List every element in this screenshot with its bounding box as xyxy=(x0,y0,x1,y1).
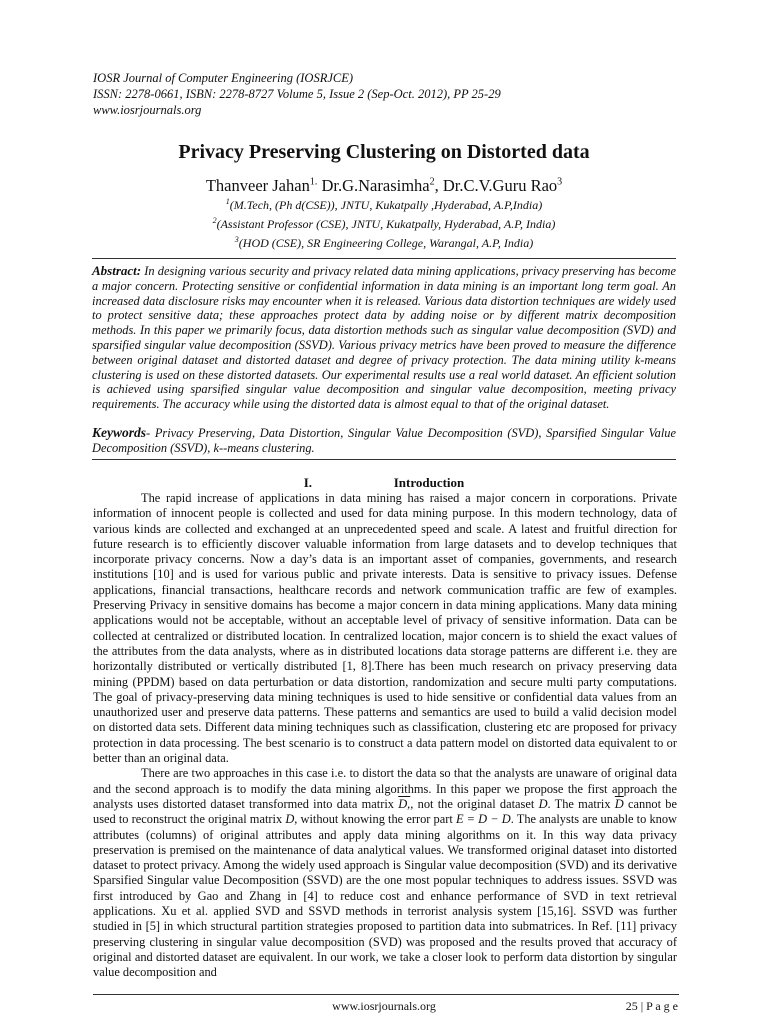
keywords-text: - Privacy Preserving, Data Distortion, Singular Value Decomposition (SVD), Sparsified Singular Value Decomposition (SSVD), k--means clustering. xyxy=(92,426,676,455)
author-name: Dr.C.V.Guru Rao xyxy=(442,176,558,195)
affiliation-text: (Assistant Professor (CSE), JNTU, Kukatpally, Hyderabad, A.P, India) xyxy=(216,217,556,231)
abstract-box xyxy=(92,258,676,460)
affiliation xyxy=(0,194,768,213)
author-mark: 1. xyxy=(309,176,318,188)
section-title: Introduction xyxy=(393,475,465,490)
footer-rule xyxy=(93,994,679,995)
section-number: I. xyxy=(303,475,313,490)
author-mark: 3 xyxy=(557,176,563,188)
text-run: . The analysts are unable to know attributes (columns) of original attributes and apply data mining algorithms on it. In this way data privacy preservation is premised on the maintenance of data analytical values. We transformed original dataset into distorted dataset to protect privacy. Among the widely used approach is Singular value decomposition (SVD) and its derivative Sparsified Singular value Decomposition (SSVD) are the one most popular techniques to address issues. SSVD was first introduced by Gao and Zhang in [4] to reduce cost and enhance performance of SVD in text retrieval applications. Xu et al. applied SVD and SSVD methods in terrorist analysis system [15,16]. SSVD was further studied in [5] in which structural partition strategies proposed to partition data into submatrices. In Ref. [11] privacy preserving clustering in singular value decomposition (SVD) was proposed and the results proved that accuracy of original and distorted dataset are equivalent. In our work, we take a closer look to perform data distortion by singular value decomposition and xyxy=(93,812,677,980)
text-run: , not the original dataset xyxy=(410,796,539,811)
affiliation-mark: 3 xyxy=(234,235,239,244)
abstract xyxy=(92,264,676,412)
equation: E = D − D xyxy=(455,812,511,827)
affiliation-mark: 2 xyxy=(212,216,217,225)
author-list: Thanveer Jahan$^{1.}$ Dr.G.Narasimha$^2$, Dr.C.V.Guru Rao$^3$ xyxy=(205,176,563,195)
paper-title: Privacy Preserving Clustering on Distorted data xyxy=(178,141,590,163)
journal-name: IOSR Journal of Computer Engineering (IOSRJCE) xyxy=(93,71,354,85)
text-run: , without knowing the error part xyxy=(294,812,456,827)
page-number: 25 | P a g e xyxy=(625,999,678,1013)
affiliation xyxy=(0,213,768,232)
affiliation-mark: 1 xyxy=(225,197,230,206)
journal-header xyxy=(93,70,501,118)
author-name: Thanveer Jahan xyxy=(205,176,310,195)
paragraph xyxy=(93,766,677,980)
keywords xyxy=(92,425,676,456)
math-symbol: D xyxy=(538,796,548,811)
math-symbol: $\overline{D}$ xyxy=(614,796,624,811)
text-run: cannot be used to reconstruct the original matrix xyxy=(93,796,677,827)
text-run: There are two approaches in this case i.e. to distort the data so that the analysts are unaware of original data and the second approach is to modify the data mining algorithms. In this paper we propose the first approach the analysts uses distorted dataset transformed into data matrix xyxy=(93,766,677,811)
affiliation-text: (HOD (CSE), SR Engineering College, Warangal, A.P, India) xyxy=(238,236,534,250)
footer-url[interactable]: www.iosrjournals.org xyxy=(332,999,436,1013)
abstract-label: Abstract: xyxy=(92,263,142,278)
affiliation-list xyxy=(0,194,768,251)
math-symbol: D xyxy=(285,812,295,827)
affiliation-text: (M.Tech, (Ph d(CSE)), JNTU, Kukatpally ,Hyderabad, A.P,India) xyxy=(229,198,543,212)
keywords-label: Keywords xyxy=(92,425,146,440)
issn-line: ISSN: 2278-0661, ISBN: 2278-8727 Volume 5, Issue 2 (Sep-Oct. 2012), PP 25-29 xyxy=(93,87,501,101)
journal-website[interactable]: www.iosrjournals.org xyxy=(93,103,202,117)
text-run: . The matrix xyxy=(547,796,615,811)
affiliation xyxy=(0,232,768,251)
author-name: Dr.G.Narasimha xyxy=(321,176,430,195)
section-heading xyxy=(0,475,768,491)
abstract-text: In designing various security and privacy related data mining applications, privacy preserving has become a major concern. Protecting sensitive or confidential information in data mining is an important long term goal. An increased data disclosure risks may encounter when it is released. Various data distortion techniques are widely used to protect sensitive data; these approaches protect data by adding noise or by different matrix decomposition methods. In this paper we primarily focus, data distortion methods such as singular value decomposition (SVD) and sparsified singular value decomposition (SSVD). Various privacy metrics have been proved to measure the difference between original dataset and distorted dataset and degree of privacy protection. The data mining utility k-means clustering is used on these distorted datasets. Our experimental results use a real world dataset. An efficient solution is achieved using sparsified singular value decomposition and singular value decomposition, meeting privacy requirements. The accuracy while using the distorted data is almost equal to that of the original dataset. xyxy=(92,264,676,412)
author-mark: 2 xyxy=(429,176,435,188)
math-symbol: D, xyxy=(398,796,411,811)
paragraph: The rapid increase of applications in data mining has raised a major concern in corporations. Private information of innocent people is collected and used for data mining purpose. In this modern technology, data of various kinds are collected and exchanged at an unprecedented speed and scale. A latest and fruitful direction for future research is to efficiently discover valuable information from large datasets and to develop techniques that incorporate privacy concerns. Now a day’s data is an important asset of companies, governments, and research institutions [10] and is used for various public and private interests. Data is sensitive to privacy issues. Defense applications, financial transactions, healthcare records and network communication traffic are few of examples. Preserving Privacy in sensitive domains has become a major concern in data mining applications. Many data mining applications would not be acceptable, without an acceptable level of privacy of sensitive information. Data can be collected at centralized or distributed location. In centralized location, major concern is to shield the exact values of the attributes from the data analysts, where as in distributed locations data storage patterns are different i.e. they are horizontally distributed or vertically distributed [1, 8].There has been much research on privacy preserving data mining (PPDM) based on data perturbation or data distortion, randomization and secure multi party computations. The goal of privacy-preserving data mining techniques is used to hide sensitive or confidential data values from an unauthorized user and preserve data patterns. These patterns and semantics are used to build a valid decision model on distorted data sets. Different data mining techniques such as classification, clustering etc are proposed for privacy protection in data processing. The best scenario is to construct a data pattern model on distorted data equivalent to or better than an original data. xyxy=(93,491,677,766)
body-text xyxy=(93,491,677,981)
